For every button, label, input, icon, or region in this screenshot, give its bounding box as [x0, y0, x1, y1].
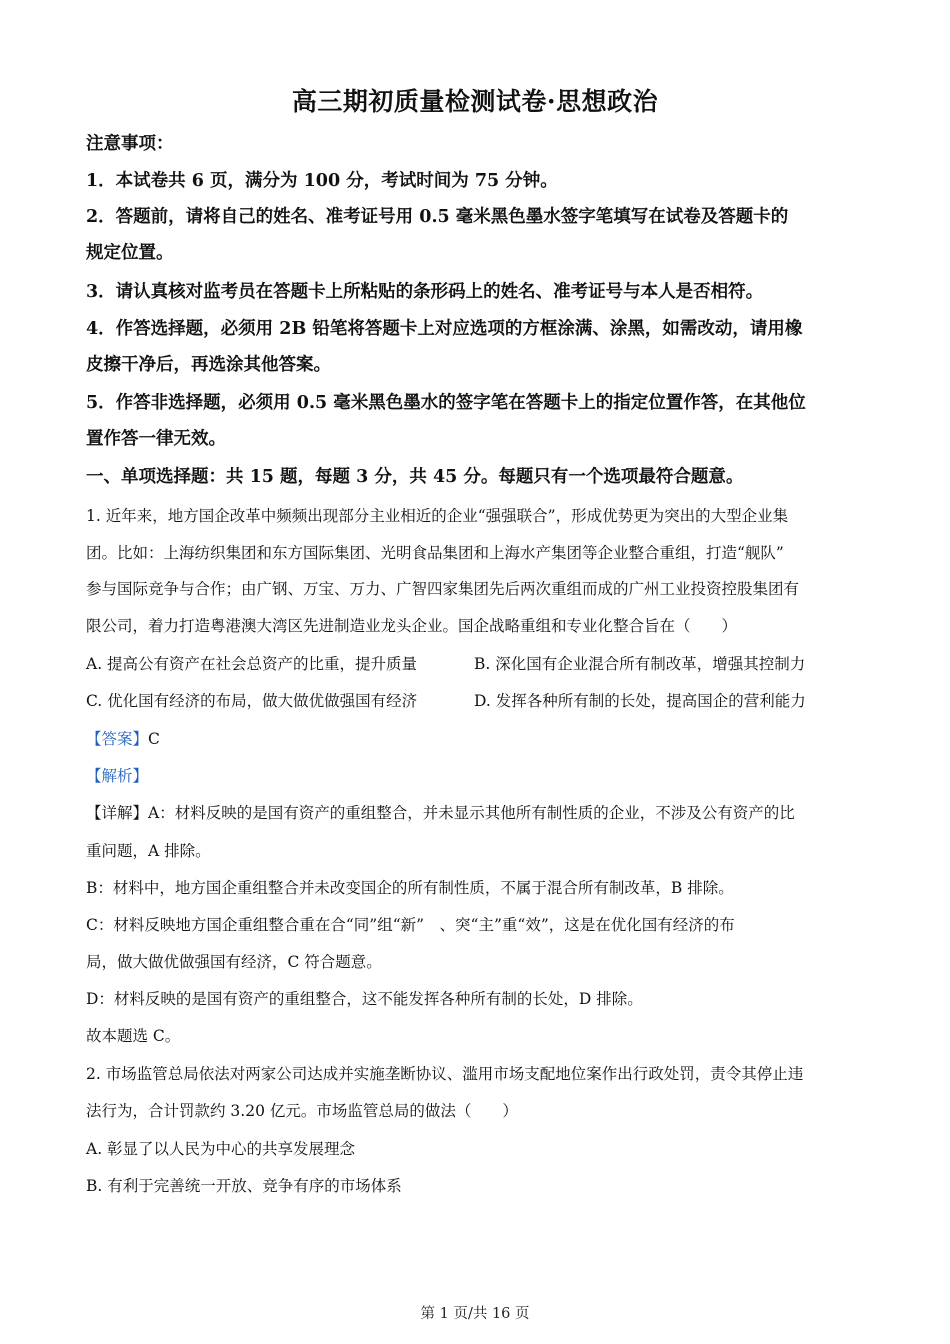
- q1-detail-line: D：材料反映的是国有资产的重组整合，这不能发挥各种所有制的长处，D 排除。: [86, 990, 643, 1008]
- q1-option-b: B. 深化国有企业混合所有制改革，增强其控制力: [474, 655, 806, 673]
- detail-tag: 【详解】: [86, 804, 149, 822]
- q2-stem-line: 法行为，合计罚款约 3.20 亿元。市场监管总局的做法（ ）: [86, 1102, 518, 1120]
- page-footer: 第 1 页/共 16 页: [420, 1306, 530, 1322]
- notice-item: 4．作答选择题，必须用 2B 铅笔将答题卡上对应选项的方框涂满、涂黑，如需改动，请用橡: [86, 319, 803, 339]
- q1-detail-line: B：材料中，地方国企重组整合并未改变国企的所有制性质，不属于混合所有制改革，B 排除。: [86, 879, 734, 897]
- q1-detail-line: 重问题，A 排除。: [86, 842, 211, 860]
- q1-option-d: D. 发挥各种所有制的长处，提高国企的营利能力: [474, 692, 806, 710]
- section-heading: 一、单项选择题：共 15 题，每题 3 分，共 45 分。每题只有一个选项最符合题意。: [86, 467, 744, 487]
- q1-stem-line: 团。比如：上海纺织集团和东方国际集团、光明食品集团和上海水产集团等企业整合重组，打造“舰队”: [86, 544, 784, 562]
- q1-analysis-tag: [86, 765, 148, 787]
- q1-stem-line: 1. 近年来，地方国企改革中频频出现部分主业相近的企业“强强联合”，形成优势更为突出的大型企业集: [86, 507, 789, 525]
- q2-option-a: A. 彰显了以人民为中心的共享发展理念: [86, 1140, 356, 1158]
- notice-item: 皮擦干净后，再选涂其他答案。: [86, 355, 331, 375]
- notice-item: 2．答题前，请将自己的姓名、准考证号用 0.5 毫米黑色墨水签字笔填写在试卷及答题卡的: [86, 207, 789, 227]
- notice-item: 规定位置。: [86, 243, 174, 263]
- q1-stem-line: 限公司，着力打造粤港澳大湾区先进制造业龙头企业。国企战略重组和专业化整合旨在（ ）: [86, 617, 738, 635]
- answer-value: C: [148, 730, 160, 748]
- q1-conclusion: 故本题选 C。: [86, 1027, 181, 1045]
- q2-option-b: B. 有利于完善统一开放、竞争有序的市场体系: [86, 1177, 402, 1195]
- notice-heading: 注意事项：: [86, 134, 174, 154]
- notice-item: 3．请认真核对监考员在答题卡上所粘贴的条形码上的姓名、准考证号与本人是否相符。: [86, 282, 764, 302]
- q1-detail-line: [86, 802, 795, 824]
- q1-detail-line: C：材料反映地方国企重组整合重在合“同”组“新” 、突“主”重“效”，这是在优化国有经济的布: [86, 916, 735, 934]
- detail-text: A：材料反映的是国有资产的重组整合，并未显示其他所有制性质的企业，不涉及公有资产的比: [148, 804, 795, 822]
- answer-tag: 【答案】: [86, 730, 149, 748]
- analysis-tag: 【解析】: [86, 767, 149, 785]
- notice-item: 1．本试卷共 6 页，满分为 100 分，考试时间为 75 分钟。: [86, 171, 558, 191]
- notice-item: 置作答一律无效。: [86, 429, 226, 449]
- page-title: 高三期初质量检测试卷·思想政治: [291, 87, 659, 116]
- q1-option-a: A. 提高公有资产在社会总资产的比重，提升质量: [86, 655, 418, 673]
- q1-answer: [86, 728, 160, 750]
- q2-stem-line: 2. 市场监管总局依法对两家公司达成并实施垄断协议、滥用市场支配地位案作出行政处罚，责令其停止违: [86, 1065, 804, 1083]
- q1-stem-line: 参与国际竞争与合作；由广钢、万宝、万力、广智四家集团先后两次重组而成的广州工业投资控股集团有: [86, 580, 800, 598]
- q1-detail-line: 局，做大做优做强国有经济，C 符合题意。: [86, 953, 382, 971]
- q1-option-c: C. 优化国有经济的布局，做大做优做强国有经济: [86, 692, 418, 710]
- notice-item: 5．作答非选择题，必须用 0.5 毫米黑色墨水的签字笔在答题卡上的指定位置作答，在其他位: [86, 393, 806, 413]
